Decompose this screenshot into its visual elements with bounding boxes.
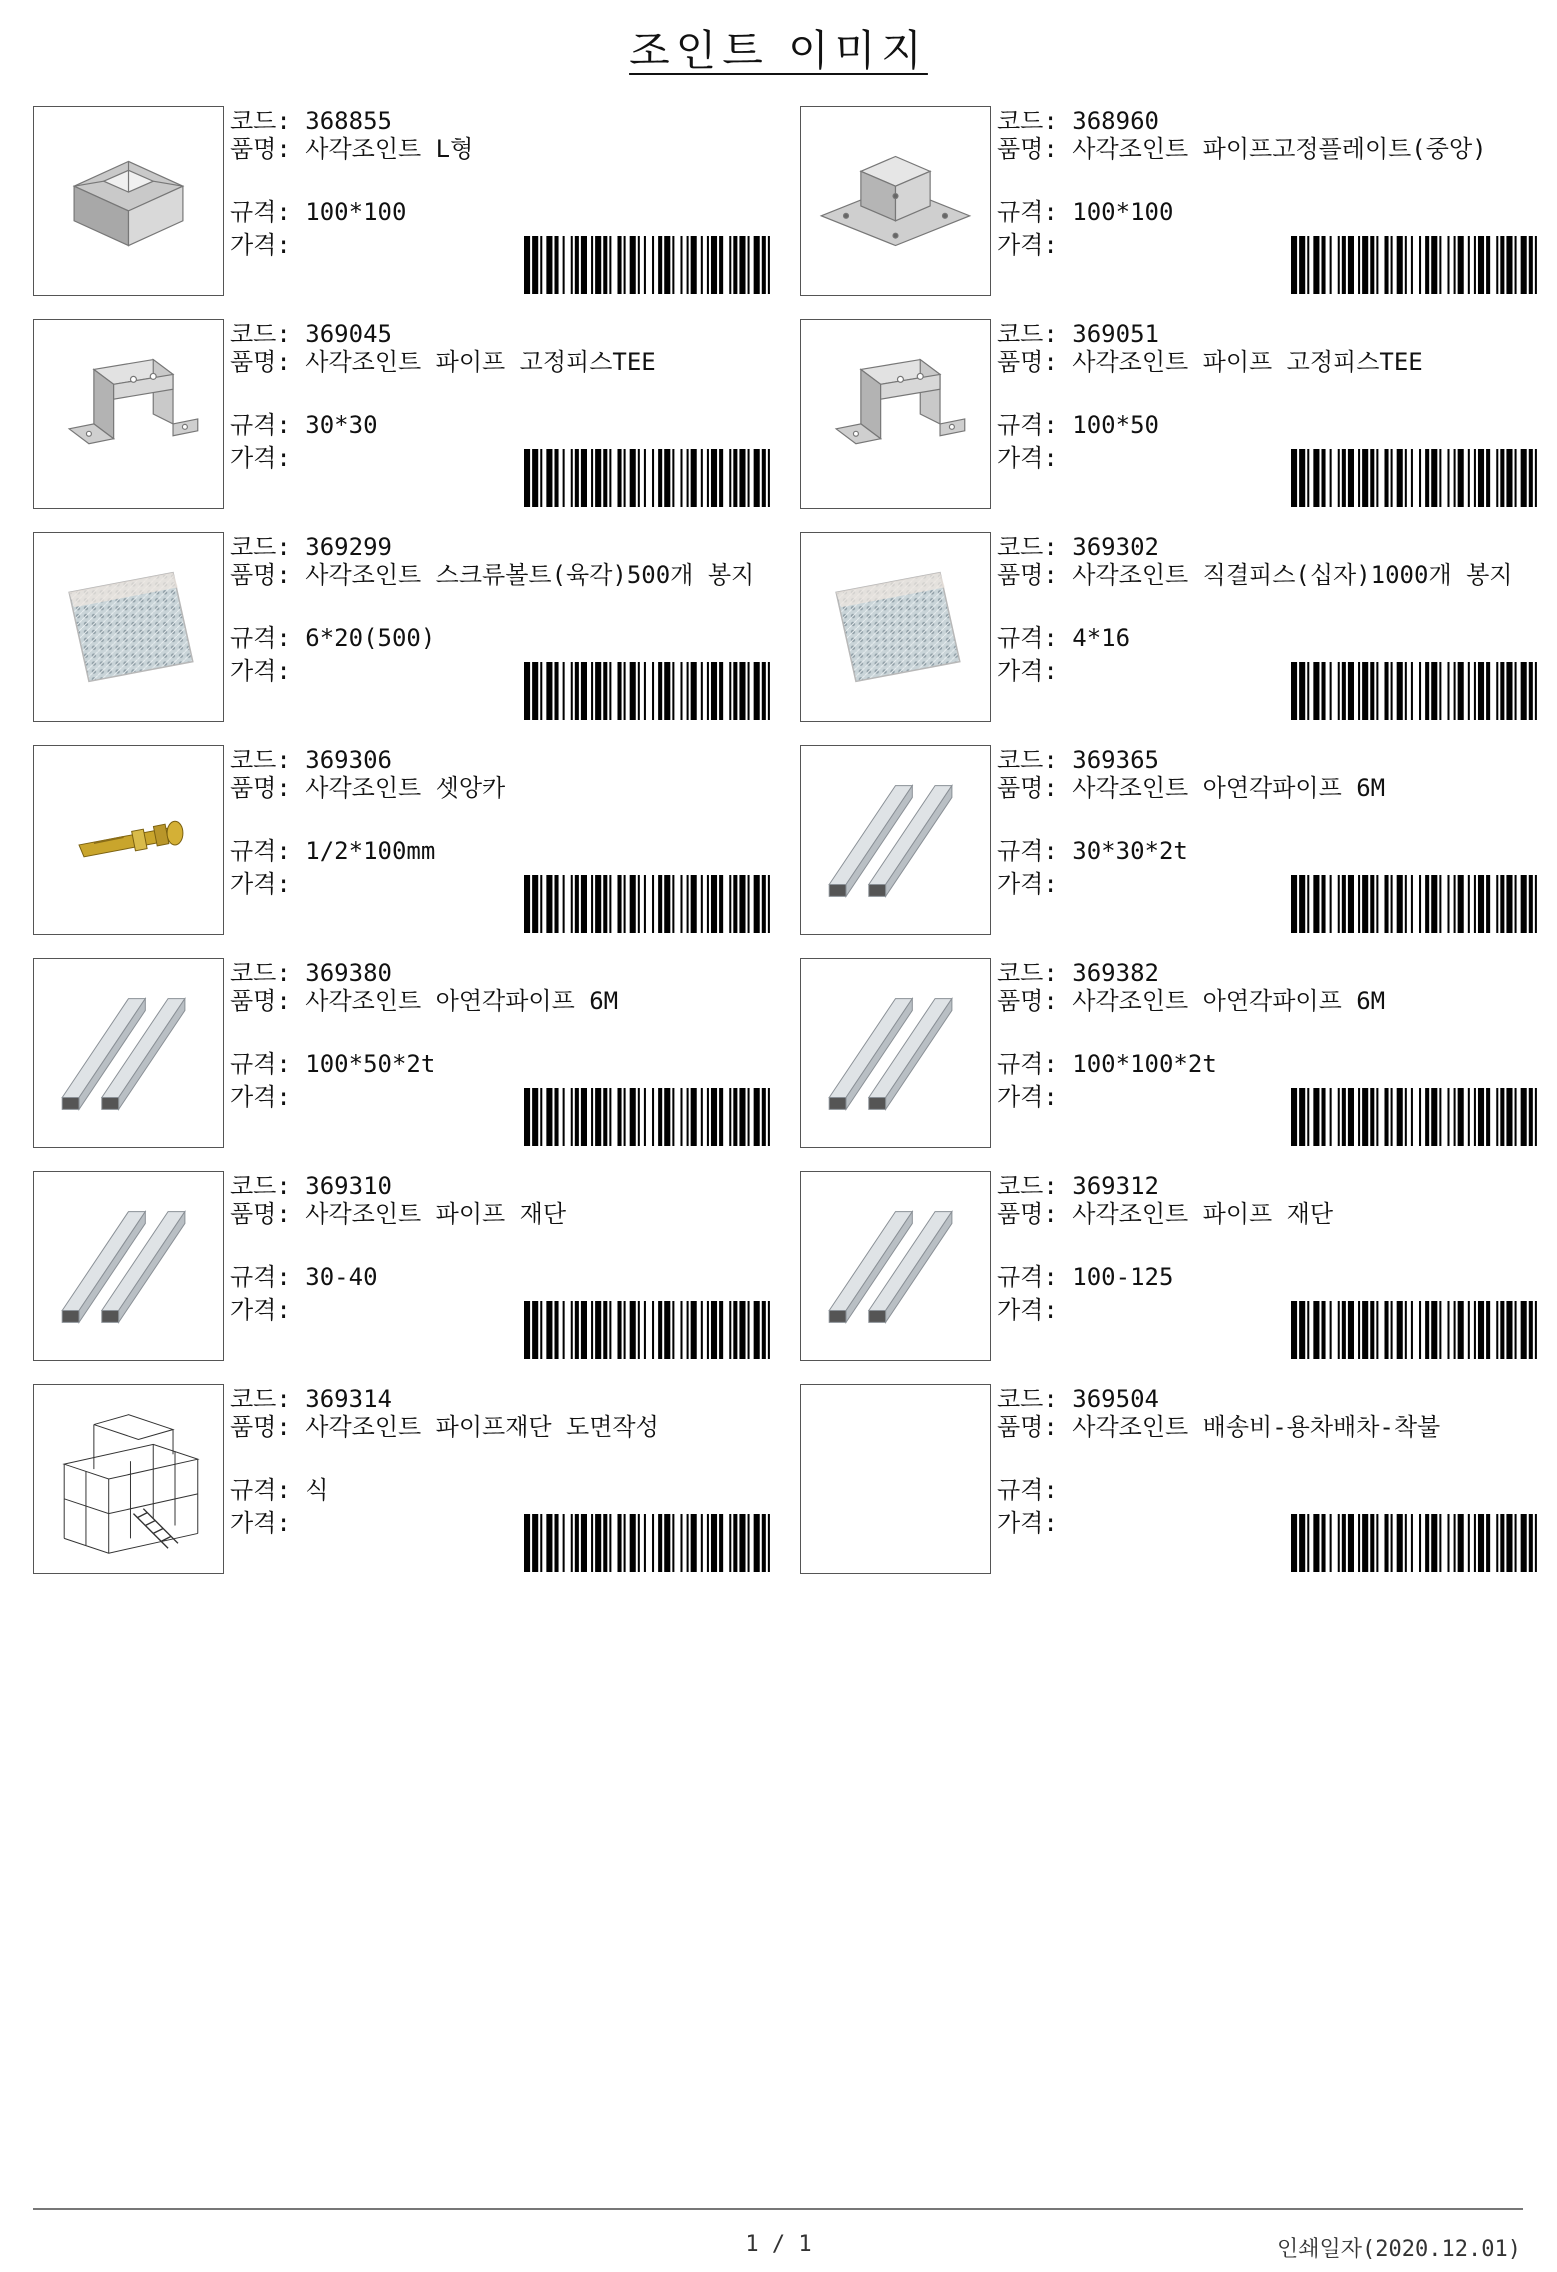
product-image xyxy=(33,745,224,935)
item-code: 368855 xyxy=(305,107,392,135)
item-code-row xyxy=(230,106,392,137)
item-spec: 1/2*100mm xyxy=(305,837,436,865)
item-card xyxy=(800,1171,1545,1361)
print-date: 인쇄일자(2020.12.01) xyxy=(1277,2237,1521,2262)
barcode xyxy=(1291,875,1543,933)
spec-label: 규격: xyxy=(230,624,291,652)
code-label: 코드: xyxy=(230,533,291,561)
price-label: 가격: xyxy=(997,1509,1058,1537)
item-card xyxy=(800,106,1545,296)
spec-label: 규격: xyxy=(230,411,291,439)
price-label: 가격: xyxy=(997,1296,1058,1324)
item-name-row xyxy=(997,776,1537,801)
item-name-row xyxy=(230,350,770,375)
item-spec-row xyxy=(230,836,435,867)
item-code: 368960 xyxy=(1072,107,1159,135)
product-image xyxy=(33,319,224,509)
name-label: 품명: xyxy=(997,1413,1058,1441)
barcode xyxy=(1291,449,1543,507)
item-card xyxy=(800,958,1545,1148)
name-label: 품명: xyxy=(230,1413,291,1441)
code-label: 코드: xyxy=(230,1385,291,1413)
item-name-row xyxy=(230,563,770,588)
spec-label: 규격: xyxy=(230,1050,291,1078)
item-code-row xyxy=(997,106,1159,137)
item-name: 사각조인트 파이프고정플레이트(중앙) xyxy=(1072,135,1487,163)
item-code-row xyxy=(230,319,392,350)
item-code-row xyxy=(997,319,1159,350)
name-label: 품명: xyxy=(997,1200,1058,1228)
barcode xyxy=(524,662,776,720)
item-spec: 30-40 xyxy=(305,1263,378,1291)
item-name: 사각조인트 아연각파이프 6M xyxy=(305,987,619,1015)
name-label: 품명: xyxy=(997,348,1058,376)
code-label: 코드: xyxy=(230,1172,291,1200)
page-title: 조인트 이미지 xyxy=(629,26,928,75)
item-name-row xyxy=(230,989,770,1014)
screw-bag-icon xyxy=(801,533,990,721)
item-price-row xyxy=(230,1295,291,1326)
spec-label: 규격: xyxy=(997,1263,1058,1291)
item-spec: 100-125 xyxy=(1072,1263,1174,1291)
item-spec-row xyxy=(997,197,1173,228)
item-name: 사각조인트 아연각파이프 6M xyxy=(1072,774,1386,802)
item-spec: 식 xyxy=(305,1476,329,1504)
spec-label: 규격: xyxy=(997,1476,1058,1504)
item-code: 369380 xyxy=(305,959,392,987)
item-spec: 6*20(500) xyxy=(305,624,436,652)
item-spec-row xyxy=(997,836,1188,867)
code-label: 코드: xyxy=(997,533,1058,561)
item-code-row xyxy=(997,1384,1159,1415)
barcode xyxy=(524,1088,776,1146)
price-label: 가격: xyxy=(997,231,1058,259)
code-label: 코드: xyxy=(997,1172,1058,1200)
pipe-icon xyxy=(34,1172,223,1360)
price-label: 가격: xyxy=(997,444,1058,472)
product-image xyxy=(33,1171,224,1361)
product-image xyxy=(800,958,991,1148)
product-image xyxy=(800,1384,991,1574)
item-code: 369051 xyxy=(1072,320,1159,348)
spec-label: 규격: xyxy=(997,198,1058,226)
item-spec-row xyxy=(230,197,406,228)
code-label: 코드: xyxy=(997,1385,1058,1413)
name-label: 품명: xyxy=(230,1200,291,1228)
item-spec-row xyxy=(230,1262,378,1293)
item-spec: 100*100 xyxy=(305,198,407,226)
item-card xyxy=(800,1384,1545,1574)
item-code: 369365 xyxy=(1072,746,1159,774)
item-price-row xyxy=(997,230,1058,261)
item-name: 사각조인트 파이프 고정피스TEE xyxy=(305,348,656,376)
item-card xyxy=(33,1171,778,1361)
barcode xyxy=(1291,1514,1543,1572)
item-name-row xyxy=(230,1415,770,1440)
bracket-icon xyxy=(34,320,223,508)
code-label: 코드: xyxy=(230,320,291,348)
spec-label: 규격: xyxy=(230,837,291,865)
product-image xyxy=(800,532,991,722)
item-spec: 100*50 xyxy=(1072,411,1159,439)
item-name: 사각조인트 스크류볼트(육각)500개 봉지 xyxy=(305,561,755,589)
name-label: 품명: xyxy=(997,774,1058,802)
item-code-row xyxy=(230,532,392,563)
footer-divider xyxy=(33,2208,1523,2210)
item-code: 369382 xyxy=(1072,959,1159,987)
item-spec: 100*100*2t xyxy=(1072,1050,1217,1078)
l-joint-icon xyxy=(34,107,223,295)
item-card xyxy=(33,1384,778,1574)
price-label: 가격: xyxy=(997,1083,1058,1111)
item-spec-row xyxy=(997,1475,1058,1506)
code-label: 코드: xyxy=(997,320,1058,348)
item-code: 369302 xyxy=(1072,533,1159,561)
price-label: 가격: xyxy=(230,870,291,898)
item-code-row xyxy=(997,958,1159,989)
item-price-row xyxy=(997,1295,1058,1326)
item-name-row xyxy=(997,563,1537,588)
spec-label: 규격: xyxy=(997,837,1058,865)
product-image xyxy=(33,958,224,1148)
barcode xyxy=(1291,1301,1543,1359)
item-name-row xyxy=(230,776,770,801)
page-number: 1 / 1 xyxy=(745,2232,812,2257)
item-card xyxy=(800,319,1545,509)
structure-drawing-icon xyxy=(34,1385,223,1573)
item-code: 369312 xyxy=(1072,1172,1159,1200)
item-name: 사각조인트 배송비-용차배차-착불 xyxy=(1072,1413,1441,1441)
price-label: 가격: xyxy=(230,444,291,472)
item-name-row xyxy=(997,1202,1537,1227)
barcode xyxy=(524,236,776,294)
item-name-row xyxy=(997,989,1537,1014)
item-spec-row xyxy=(997,410,1159,441)
item-price-row xyxy=(230,1082,291,1113)
item-code-row xyxy=(230,958,392,989)
item-spec: 4*16 xyxy=(1072,624,1131,652)
code-label: 코드: xyxy=(230,746,291,774)
item-card xyxy=(33,106,778,296)
item-price-row xyxy=(997,1082,1058,1113)
plate-icon xyxy=(801,107,990,295)
code-label: 코드: xyxy=(997,107,1058,135)
name-label: 품명: xyxy=(230,987,291,1015)
product-image xyxy=(800,319,991,509)
item-spec-row xyxy=(230,1475,328,1506)
code-label: 코드: xyxy=(997,959,1058,987)
item-code: 369306 xyxy=(305,746,392,774)
item-name: 사각조인트 L형 xyxy=(305,135,474,163)
item-price-row xyxy=(230,443,291,474)
item-spec: 30*30 xyxy=(305,411,378,439)
item-code: 369299 xyxy=(305,533,392,561)
price-label: 가격: xyxy=(230,657,291,685)
item-spec-row xyxy=(997,1262,1173,1293)
item-spec-row xyxy=(230,1049,435,1080)
item-name: 사각조인트 아연각파이프 6M xyxy=(1072,987,1386,1015)
item-name-row xyxy=(230,1202,770,1227)
price-label: 가격: xyxy=(230,1296,291,1324)
barcode xyxy=(1291,1088,1543,1146)
price-label: 가격: xyxy=(230,1509,291,1537)
pipe-icon xyxy=(801,746,990,934)
item-price-row xyxy=(997,656,1058,687)
name-label: 품명: xyxy=(997,987,1058,1015)
spec-label: 규격: xyxy=(230,1476,291,1504)
item-spec: 100*50*2t xyxy=(305,1050,436,1078)
barcode xyxy=(524,1514,776,1572)
spec-label: 규격: xyxy=(997,1050,1058,1078)
item-code-row xyxy=(230,745,392,776)
item-card xyxy=(33,958,778,1148)
item-code-row xyxy=(997,1171,1159,1202)
item-name: 사각조인트 파이프 고정피스TEE xyxy=(1072,348,1423,376)
item-code-row xyxy=(997,532,1159,563)
barcode xyxy=(524,449,776,507)
name-label: 품명: xyxy=(230,135,291,163)
item-name: 사각조인트 파이프 재단 xyxy=(1072,1200,1334,1228)
item-card xyxy=(33,532,778,722)
item-code: 369310 xyxy=(305,1172,392,1200)
item-spec-row xyxy=(230,410,378,441)
product-image xyxy=(33,106,224,296)
item-name-row xyxy=(230,137,770,162)
barcode xyxy=(524,875,776,933)
name-label: 품명: xyxy=(230,774,291,802)
product-image xyxy=(33,532,224,722)
item-price-row xyxy=(230,656,291,687)
item-code: 369314 xyxy=(305,1385,392,1413)
code-label: 코드: xyxy=(230,107,291,135)
item-spec: 30*30*2t xyxy=(1072,837,1188,865)
item-name: 사각조인트 직결피스(십자)1000개 봉지 xyxy=(1072,561,1513,589)
item-code: 369504 xyxy=(1072,1385,1159,1413)
name-label: 품명: xyxy=(997,135,1058,163)
item-spec-row xyxy=(997,623,1130,654)
pipe-icon xyxy=(34,959,223,1147)
price-label: 가격: xyxy=(997,657,1058,685)
pipe-icon xyxy=(801,959,990,1147)
item-price-row xyxy=(997,1508,1058,1539)
product-image xyxy=(33,1384,224,1574)
item-price-row xyxy=(230,1508,291,1539)
item-code-row xyxy=(230,1384,392,1415)
item-name-row xyxy=(997,1415,1537,1440)
bracket-icon xyxy=(801,320,990,508)
pipe-icon xyxy=(801,1172,990,1360)
barcode xyxy=(1291,236,1543,294)
item-name-row xyxy=(997,350,1537,375)
barcode xyxy=(524,1301,776,1359)
spec-label: 규격: xyxy=(997,624,1058,652)
product-image xyxy=(800,745,991,935)
item-card xyxy=(33,745,778,935)
item-name-row xyxy=(997,137,1537,162)
item-name: 사각조인트 파이프 재단 xyxy=(305,1200,567,1228)
item-price-row xyxy=(230,230,291,261)
name-label: 품명: xyxy=(997,561,1058,589)
item-code-row xyxy=(997,745,1159,776)
anchor-icon xyxy=(34,746,223,934)
item-code-row xyxy=(230,1171,392,1202)
price-label: 가격: xyxy=(230,1083,291,1111)
item-code: 369045 xyxy=(305,320,392,348)
item-spec-row xyxy=(997,1049,1217,1080)
product-image xyxy=(800,106,991,296)
item-spec-row xyxy=(230,623,435,654)
code-label: 코드: xyxy=(230,959,291,987)
product-image xyxy=(800,1171,991,1361)
spec-label: 규격: xyxy=(230,198,291,226)
code-label: 코드: xyxy=(997,746,1058,774)
price-label: 가격: xyxy=(997,870,1058,898)
item-card xyxy=(800,745,1545,935)
item-name: 사각조인트 셋앙카 xyxy=(305,774,506,802)
screw-bag-icon xyxy=(34,533,223,721)
item-price-row xyxy=(997,443,1058,474)
name-label: 품명: xyxy=(230,348,291,376)
item-spec: 100*100 xyxy=(1072,198,1174,226)
item-price-row xyxy=(997,869,1058,900)
item-price-row xyxy=(230,869,291,900)
name-label: 품명: xyxy=(230,561,291,589)
spec-label: 규격: xyxy=(997,411,1058,439)
price-label: 가격: xyxy=(230,231,291,259)
item-card xyxy=(33,319,778,509)
barcode xyxy=(1291,662,1543,720)
spec-label: 규격: xyxy=(230,1263,291,1291)
item-name: 사각조인트 파이프재단 도면작성 xyxy=(305,1413,659,1441)
item-card xyxy=(800,532,1545,722)
